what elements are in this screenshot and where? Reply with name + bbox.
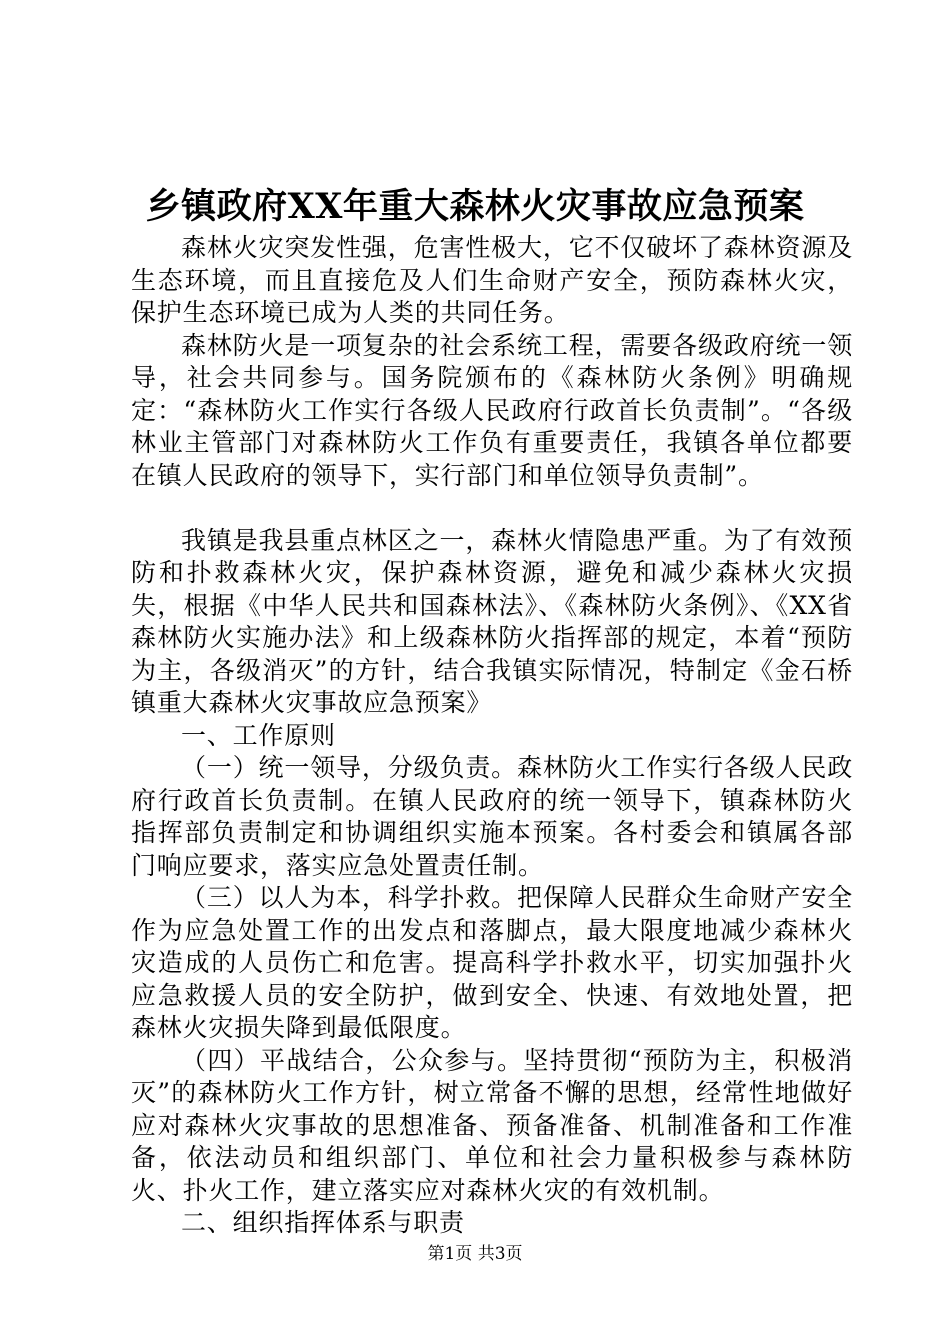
document-title: 乡镇政府XX年重大森林火灾事故应急预案 xyxy=(145,186,805,227)
document-body xyxy=(131,232,853,1240)
blank-line xyxy=(131,492,853,525)
paragraph-principle-1: （一）统一领导，分级负责。森林防火工作实行各级人民政府行政首长负责制。在镇人民政府的统一领导下，镇森林防火指挥部负责制定和协调组织实施本预案。各村委会和镇属各部门响应要求，落实应急处置责任制。 xyxy=(131,753,853,880)
paragraph-principle-4: （四）平战结合，公众参与。坚持贯彻“预防为主，积极消灭”的森林防火工作方针，树立常备不懈的思想，经常性地做好应对森林火灾事故的思想准备、预备准备、机制准备和工作准备，依法动员和组织部门、单位和社会力量积极参与森林防火、扑火工作，建立落实应对森林火灾的有效机制。 xyxy=(131,1045,853,1205)
paragraph-principle-3: （三）以人为本，科学扑救。把保障人民群众生命财产安全作为应急处置工作的出发点和落脚点，最大限度地减少森林火灾造成的人员伤亡和危害。提高科学扑救水平，切实加强扑火应急救援人员的安全防护，做到安全、快速、有效地处置，把森林火灾损失降到最低限度。 xyxy=(131,883,853,1042)
paragraph-purpose: 我镇是我县重点林区之一，森林火情隐患严重。为了有效预防和扑救森林火灾，保护森林资源，避免和减少森林火灾损失，根据《中华人民共和国森林法》、《森林防火条例》、《XX省森林防火实施办法》和上级森林防火指挥部的规定，本着“预防为主，各级消灭”的方针，结合我镇实际情况，特制定《金石桥镇重大森林火灾事故应急预案》 xyxy=(131,525,853,717)
section-heading-principles: 一、工作原则 xyxy=(181,720,336,750)
page-number: 第1页 共3页 xyxy=(427,1244,523,1264)
paragraph-intro: 森林火灾突发性强，危害性极大，它不仅破坏了森林资源及生态环境，而且直接危及人们生命财产安全，预防森林火灾，保护生态环境已成为人类的共同任务。 xyxy=(131,233,853,327)
section-heading-organization: 二、组织指挥体系与职责 xyxy=(181,1208,465,1237)
paragraph-regulation: 森林防火是一项复杂的社会系统工程，需要各级政府统一领导，社会共同参与。国务院颁布的《森林防火条例》明确规定：“森林防火工作实行各级人民政府行政首长负责制”。“各级林业主管部门对森林防火工作负有重要责任，我镇各单位都要在镇人民政府的领导下，实行部门和单位领导负责制”。 xyxy=(131,330,853,490)
